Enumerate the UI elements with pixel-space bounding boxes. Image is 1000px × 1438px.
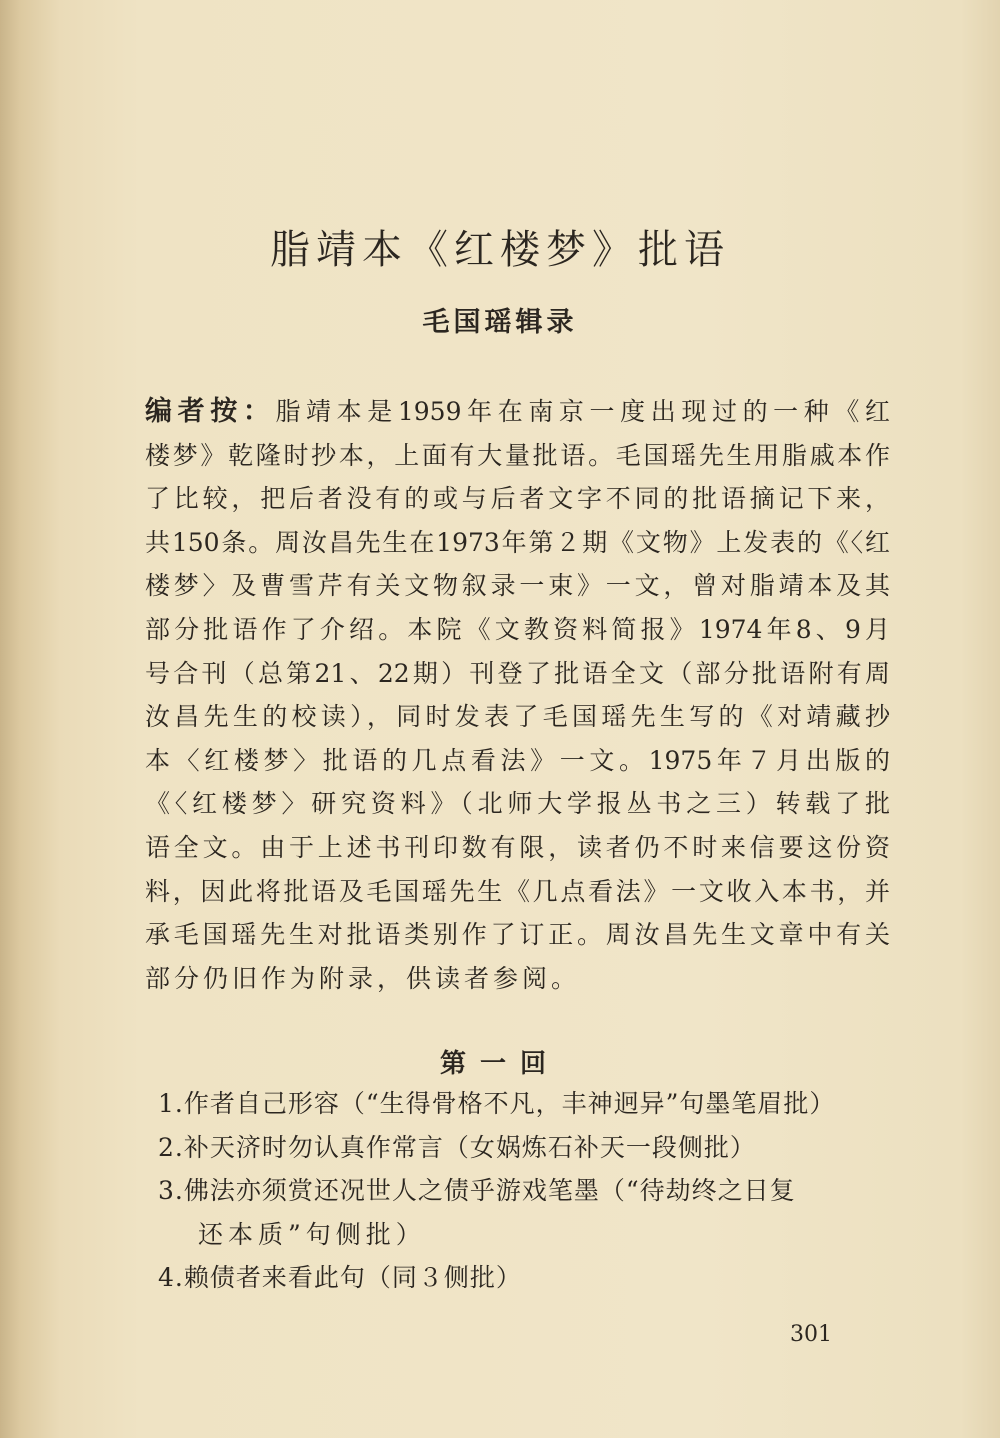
list-item: 3.佛法亦须赏还况世人之债乎游戏笔墨（“待劫终之日复 bbox=[158, 1176, 796, 1206]
note-line: 本〈红楼梦〉批语的几点看法》一文。1975年７月出版的 bbox=[145, 745, 890, 775]
list-item: 2.补天济时勿认真作常言（女娲炼石补天一段侧批） bbox=[158, 1132, 756, 1162]
editor-note bbox=[145, 390, 890, 1000]
annotation-list bbox=[158, 1082, 893, 1300]
note-line: 部分批语作了介绍。本院《文教资料简报》1974年8、9月 bbox=[145, 614, 890, 644]
note-line bbox=[145, 390, 890, 434]
note-line: 部分仍旧作为附录，供读者参阅。 bbox=[145, 963, 581, 993]
note-line: 共150条。周汝昌先生在1973年第２期《文物》上发表的《〈红 bbox=[145, 527, 890, 557]
note-line: 承毛国瑶先生对批语类别作了订正。周汝昌先生文章中有关 bbox=[145, 920, 890, 950]
note-line: 语全文。由于上述书刊印数有限，读者仍不时来信要这份资 bbox=[145, 832, 890, 862]
note-line: 号合刊（总第21、22期）刊登了批语全文（部分批语附有周 bbox=[145, 658, 890, 688]
note-text: 脂靖本是1959年在南京一度出现过的一种《红 bbox=[275, 397, 891, 426]
note-line: 汝昌先生的校读），同时发表了毛国瑶先生写的《对靖藏抄 bbox=[145, 702, 890, 732]
list-item: 4.赖债者来看此句（同３侧批） bbox=[158, 1263, 522, 1293]
page-number: 301 bbox=[790, 1322, 832, 1347]
note-line: 了比较，把后者没有的或与后者文字不同的批语摘记下来， bbox=[145, 484, 890, 514]
note-line: 料，因此将批语及毛国瑶先生《几点看法》一文收入本书，并 bbox=[145, 876, 890, 906]
list-item-continuation: 还本质”句侧批） bbox=[198, 1219, 426, 1249]
note-lead: 编者按： bbox=[145, 396, 276, 427]
note-line: 楼梦》乾隆时抄本，上面有大量批语。毛国瑶先生用脂戚本作 bbox=[145, 440, 890, 470]
compiler-name: 毛国瑶辑录 bbox=[422, 307, 578, 338]
note-line: 楼梦〉及曹雪芹有关文物叙录一束》一文，曾对脂靖本及其 bbox=[145, 571, 890, 601]
list-item: 1.作者自己形容（“生得骨格不凡，丰神迥异”句墨笔眉批） bbox=[158, 1089, 836, 1118]
article-title: 脂靖本《红楼梦》批语 bbox=[270, 227, 730, 273]
note-line: 《〈红楼梦〉研究资料》（北师大学报丛书之三）转载了批 bbox=[145, 789, 890, 819]
chapter-heading: 第一回 bbox=[439, 1049, 560, 1079]
